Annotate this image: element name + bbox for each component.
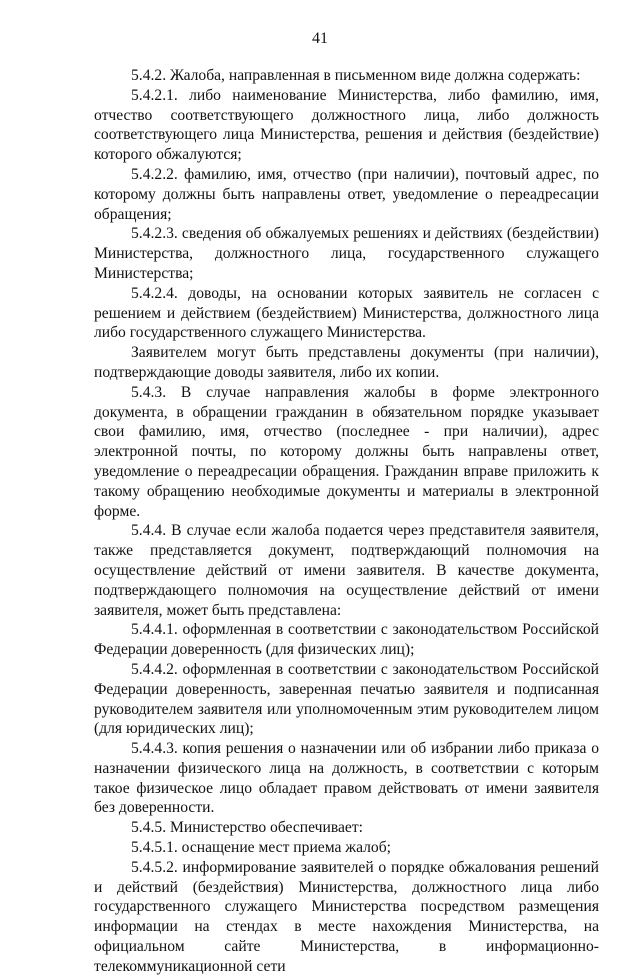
paragraph-5-4-4-2: 5.4.4.2. оформленная в соответствии с законодательством Российской Федерации доверенность, заверенная печатью заявителя и подписанная руководителем заявителя или уполномоченным этим руководителем лицом (для юридических лиц); <box>94 660 599 738</box>
page-number: 41 <box>312 30 328 47</box>
paragraph-5-4-4: 5.4.4. В случае если жалоба подается через представителя заявителя, также представляется документ, подтверждающий полномочия на осуществление действий от имени заявителя. В качестве документа, подтверждающего полномочия на осуществление действий от имени заявителя, может быть представлена: <box>94 522 599 619</box>
paragraph-5-4-2: 5.4.2. Жалоба, направленная в письменном виде должна содержать: <box>131 67 581 84</box>
paragraph-5-4-2-3: 5.4.2.3. сведения об обжалуемых решениях и действиях (бездействии) Министерства, должностного лица, государственного служащего Министерства; <box>94 225 599 282</box>
paragraph-5-4-3: 5.4.3. В случае направления жалобы в форме электронного документа, в обращении гражданин в обязательном порядке указывает свои фамилию, имя, отчество (последнее - при наличии), адрес электронной почты, по которому должны быть направлены ответ, уведомление о переадресации обращения. Гражданин вправе приложить к такому обращению необходимые документы и материалы в электронной форме. <box>94 383 599 520</box>
paragraph-5-4-4-1: 5.4.4.1. оформленная в соответствии с законодательством Российской Федерации доверенность (для физических лиц); <box>94 621 599 659</box>
paragraph-5-4-5-2: 5.4.5.2. информирование заявителей о порядке обжалования решений и действий (бездействия) Министерства, должностного лица либо государственного служащего Министерства посредством размещения информации на стендах в месте нахождения Министерства, на официальном сайте Министерства, в информационно-телекоммуникационной сети <box>94 858 599 975</box>
paragraph-5-4-5: 5.4.5. Министерство обеспечивает: <box>131 819 363 837</box>
paragraph-5-4-4-3: 5.4.4.3. копия решения о назначении или об избрании либо приказа о назначении физического лица на должность, в соответствии с которым такое физическое лицо обладает правом действовать от имени заявителя без доверенности. <box>94 740 599 817</box>
paragraph-5-4-2-4: 5.4.2.4. доводы, на основании которых заявитель не согласен с решением и действием (бездействием) Министерства, должностного лица либо государственного служащего Министерства. <box>94 284 599 342</box>
paragraph-5-4-5-1: 5.4.5.1. оснащение мест приема жалоб; <box>131 839 391 857</box>
paragraph-5-4-2-1: 5.4.2.1. либо наименование Министерства, либо фамилию, имя, отчество соответствующего должностного лица, либо должность соответствующего лица Министерства, решения и действия (бездействие) которого обжалуются; <box>94 86 599 164</box>
document-body <box>94 66 599 977</box>
paragraph-5-4-2-2: 5.4.2.2. фамилию, имя, отчество (при наличии), почтовый адрес, по которому должны быть направлены ответ, уведомление о переадресации обращения; <box>94 165 599 223</box>
paragraph-supporting-documents: Заявителем могут быть представлены документы (при наличии), подтверждающие доводы заявителя, либо их копии. <box>94 344 599 381</box>
